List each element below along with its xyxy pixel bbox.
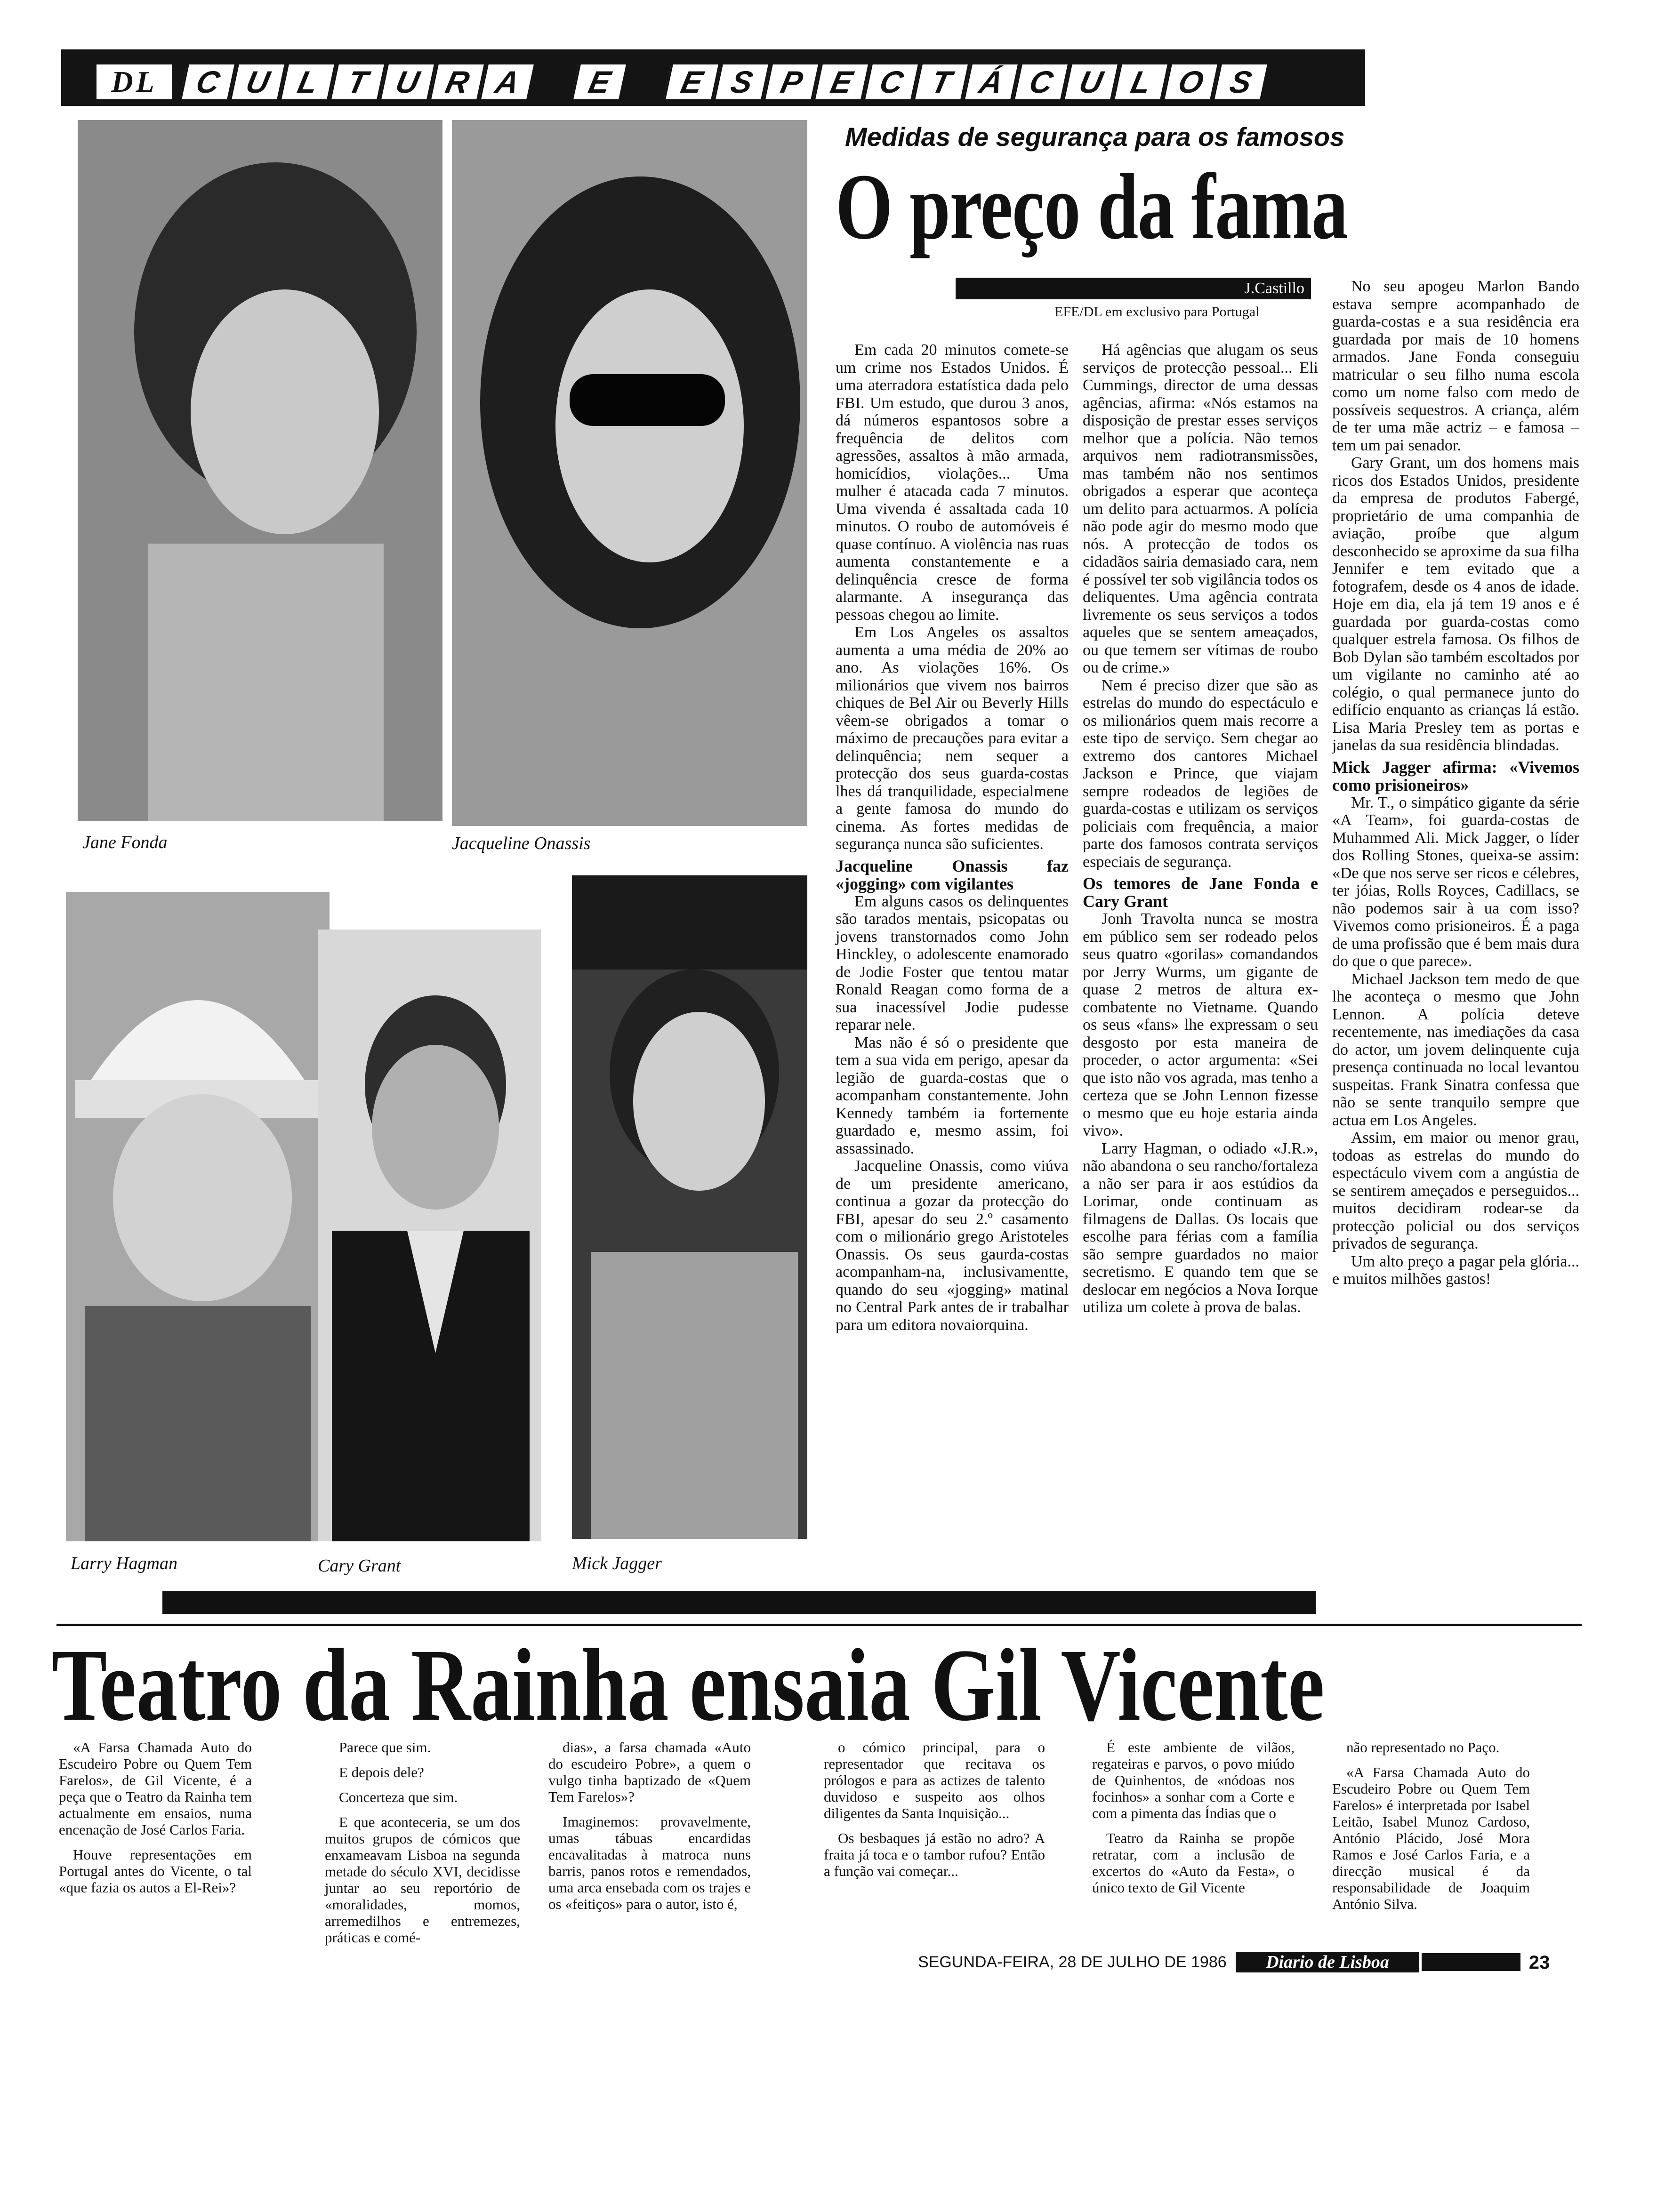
section-letter: O bbox=[1163, 64, 1217, 99]
paragraph: Gary Grant, um dos homens mais ricos dos Estados Unidos, presidente da empresa de produtos Fabergé, proprietário de uma companhia de aviação, proíbe que algum desconhecido se aproxime da sua filha Jennifer e tem evitado que a fotografem, desde os 4 anos de idade. Hoje em dia, ela já tem 19 anos e é guardada por guarda-costas como qualquer estrela famosa. Os filhos de Bob Dylan são também escoltados por um vigilante no caminho até ao colégio, o qual permanece junto do edifício enquanto as crianças lá estão. Lisa Maria Presley tem as portas e janelas da sua residência blindadas. bbox=[1332, 454, 1579, 754]
section-letter: U bbox=[379, 64, 434, 99]
photo-cary-grant bbox=[318, 930, 541, 1541]
subheading: Os temores de Jane Fonda e Cary Grant bbox=[1083, 874, 1318, 911]
section-letter: E bbox=[571, 64, 626, 99]
section-letter: L bbox=[280, 64, 334, 99]
paragraph: Houve representações em Portugal antes do Vicente, o tal «que fazia os autos a El-Rei»? bbox=[59, 1846, 252, 1896]
article2-column-5 bbox=[1092, 1739, 1295, 1896]
section-letter: R bbox=[429, 64, 484, 99]
article-column-1 bbox=[836, 341, 1069, 1334]
article2-headline: Teatro da Rainha ensaia Gil Vicente bbox=[52, 1627, 1325, 1742]
caption-mick-jagger: Mick Jagger bbox=[572, 1554, 662, 1573]
article2-column-3 bbox=[548, 1739, 751, 1912]
footer-page-number: 23 bbox=[1520, 1953, 1558, 1972]
section-letter: T bbox=[330, 64, 384, 99]
section-letter: C bbox=[180, 64, 234, 99]
paragraph: Parece que sim. bbox=[339, 1739, 431, 1755]
caption-larry-hagman: Larry Hagman bbox=[71, 1554, 177, 1573]
section-letter: T bbox=[913, 64, 968, 99]
section-letter: U bbox=[230, 64, 284, 99]
section-letter: C bbox=[1013, 64, 1068, 99]
article-column-2 bbox=[1083, 341, 1318, 1316]
paragraph: Assim, em maior ou menor grau, todoas as estrelas do mundo do espectáculo vivem com a angústia de se sentirem ameçados e perseguidos... muitos decidiram rodear-se da protecção policial ou dos serviços privados de segurança. bbox=[1332, 1129, 1579, 1252]
section-letter: U bbox=[1063, 64, 1118, 99]
paragraph: Há agências que alugam os seus serviços de protecção pessoal... Eli Cummings, director de uma dessas agências, afirma: «Nós estamos na disposição de prestar esses serviços melhor que a polícia. Não temos arquivos nem radiotransmissões, mas também não nos sentimos obrigados a esperar que aconteça um delito para actuarmos. A polícia não pode agir do mesmo modo que nós. A protecção de todos os cidadãos sairia demasiado cara, nem é possível ter sob vigilância todos os deliquentes. Uma agência contrata livremente os seus serviços a todos aqueles que se sentem ameaçados, ou que temem ser vítimas de roubo ou de crime.» bbox=[1083, 341, 1318, 676]
section-banner bbox=[61, 49, 1365, 106]
article-separator-bar bbox=[162, 1591, 1316, 1614]
article-headline: O preço da fama bbox=[836, 155, 1348, 259]
paragraph: Em Los Angeles os assaltos aumenta a uma média de 20% ao ano. As violações 16%. Os milionários que vivem nos bairros chiques de Bel Air ou Beverly Hills vêem-se obrigados a tomar o máximo de precauções para evitar a delinquência; nem sequer a protecção dos seus guarda-costas lhes dá tranquilidade, especialmene a gente famosa do mundo do cinema. As fortes medidas de segurança nunca são suficientes. bbox=[836, 624, 1069, 853]
article-author: J.Castillo bbox=[956, 278, 1311, 299]
subheading: Mick Jagger afirma: «Vivemos como prisioneiros» bbox=[1332, 757, 1579, 794]
photo-larry-hagman bbox=[66, 892, 330, 1541]
section-letter: P bbox=[764, 64, 818, 99]
paragraph: «A Farsa Chamada Auto do Escudeiro Pobre ou Quem Tem Farelos» é interpretada por Isabel Leitão, Isabel Munoz Cardoso, António Plácido, José Mora Ramos e José Carlos Faria, e a direcção musical é da responsabilidade de Joaquim António Silva. bbox=[1332, 1764, 1530, 1912]
paragraph: Mas não é só o presidente que tem a sua vida em perigo, apesar da legião de guarda-costas que o acompanham constantemente. John Kennedy também ia fortemente guardado e, mesmo assim, foi assassinado. bbox=[836, 1034, 1069, 1157]
paragraph: «A Farsa Chamada Auto do Escudeiro Pobre ou Quem Tem Farelos», de Gil Vicente, é a peça que o Teatro da Rainha tem actualmente em ensaios, numa encenação de José Carlos Faria. bbox=[59, 1739, 252, 1838]
article-kicker: Medidas de segurança para os famosos bbox=[845, 122, 1345, 152]
paragraph: Os besbaques já estão no adro? A fraita já toca e o tambor rufou? Então a função vai começar... bbox=[824, 1830, 1045, 1879]
paragraph: Imaginemos: provavelmente, umas tábuas encardidas encavalitadas à matroca nuns barris, panos rotos e remendados, uma arca ensebada com os trajes e os «feitiços» para o autor, isto é, bbox=[548, 1813, 751, 1912]
section-letter: S bbox=[714, 64, 768, 99]
paragraph: não representado no Paço. bbox=[1346, 1739, 1500, 1755]
paragraph: Em cada 20 minutos comete-se um crime nos Estados Unidos. É uma aterradora estatística dada pelo FBI. Um estudo, que durou 3 anos, dá números espantosos sobre a frequência de delitos com agressões, assaltos à mão armada, homicídios, violações... Uma mulher é atacada cada 7 minutos. Uma vivenda é assaltada cada 10 minutos. O roubo de automóveis é quase contínuo. A violência nas ruas aumenta constantemente e a delinquência cresce de forma alarmante. A insegurança das pessoas chegou ao limite. bbox=[836, 341, 1069, 624]
paragraph: Em alguns casos os delinquentes são tarados mentais, psicopatas ou jovens transtornados como John Hinckley, o adolescente enamorado de Jodie Foster que tentou matar Ronald Reagan como forma de a sua inacessível Jodie pudesse reparar nele. bbox=[836, 892, 1069, 1034]
caption-jacqueline-onassis: Jacqueline Onassis bbox=[452, 834, 591, 853]
photo-jane-fonda bbox=[78, 120, 442, 821]
article2-column-1 bbox=[59, 1739, 252, 1896]
dl-logo: DL bbox=[97, 64, 172, 99]
section-letter: Á bbox=[963, 64, 1018, 99]
section-letter: S bbox=[1213, 64, 1267, 99]
subheading: Jacqueline Onassis faz «jogging» com vigilantes bbox=[836, 856, 1069, 893]
paragraph: E que aconteceria, se um dos muitos grupos de cómicos que enxameavam Lisboa na segunda metade do século XVI, decidisse juntar ao seu reportório de «moralidades, momos, arremedilhos e entremezes, práticas e comé- bbox=[325, 1814, 520, 1946]
paragraph: Mr. T., o simpático gigante da série «A Team», foi guarda-costas de Muhammed Ali. Mick Jagger, o líder dos Rolling Stones, queixa-se assim: «De que nos serve ser ricos e célebres, ter jóias, Rolls Royces, Cadillacs, se não podemos sair à ua com isso? Vivemos como prisioneiros. É a paga de uma profissão que é bem mais dura do que o que parece». bbox=[1332, 793, 1579, 970]
article-source: EFE/DL em exclusivo para Portugal bbox=[1054, 304, 1260, 320]
section-letter: E bbox=[813, 64, 868, 99]
section-letter: L bbox=[1113, 64, 1167, 99]
paragraph: Larry Hagman, o odiado «J.R.», não abandona o seu rancho/fortaleza a não ser para ir aos estúdios da Lorimar, onde continuam as filmagens de Dallas. Os locais que escolhe para férias com a família são sempre guardados no maior secretismo. E quando tem que se deslocar em negócios a Nova Iorque utiliza um colete à prova de balas. bbox=[1083, 1139, 1318, 1316]
paragraph: E depois dele? bbox=[339, 1764, 424, 1780]
paragraph: dias», a farsa chamada «Auto do escudeiro Pobre», a quem o vulgo tinha baptizado de «Quem Tem Farelos»? bbox=[548, 1739, 751, 1805]
section-letter: A bbox=[479, 64, 534, 99]
footer-date: SEGUNDA-FEIRA, 28 DE JULHO DE 1986 bbox=[918, 1953, 1227, 1971]
paragraph: Jacqueline Onassis, como viúva de um presidente americano, continua a gozar da protecção do FBI, apesar do seu 2.º casamento com o milionário grego Aristoteles Onassis. Os seus gaurda-costas acompanham-na, inclusivamentte, quando do seu «jogging» matinal no Central Park antes de ir trabalhar para um editora novaiorquina. bbox=[836, 1157, 1069, 1334]
paragraph: Concerteza que sim. bbox=[339, 1789, 458, 1805]
article2-column-6 bbox=[1332, 1739, 1530, 1912]
paragraph: Jonh Travolta nunca se mostra em público sem ser rodeado pelos seus quatro «gorilas» comandandos por Jerry Wurms, um gigante de quase 2 metros de altura ex-combatente no Vietname. Quando os seus «fans» lhe expressam o seu desgosto por esta maneira de proceder, o actor argumenta: «Sei que isto não vos agrada, mas tenho a certeza que se John Lennon fizesse o mesmo que eu hoje estaria ainda vivo». bbox=[1083, 910, 1318, 1139]
article2-column-2 bbox=[325, 1739, 520, 1946]
footer-paper-name: Diario de Lisboa bbox=[1236, 1952, 1419, 1972]
article-column-3 bbox=[1332, 278, 1579, 1288]
paragraph: É este ambiente de vilãos, regateiras e parvos, o povo miúdo de Quinhentos, de «nódoas nos focinhos» a sonhar com a Corte e com a pimenta das Índias que o bbox=[1092, 1739, 1295, 1821]
photo-jacqueline-onassis bbox=[452, 120, 807, 826]
paragraph: Nem é preciso dizer que são as estrelas do mundo do espectáculo e os milionários quem mais recorre a este tipo de serviço. Sem chegar ao extremo dos cantores Michael Jackson e Prince, que viajam sempre rodeados de legiões de guarda-costas e utilizam os serviços policiais com frequência, a maior parte dos famosos contrata serviços especiais de segurança. bbox=[1083, 676, 1318, 871]
paragraph: o cómico principal, para o representador que recitava os prólogos e para as actizes de talento duvidoso e suspeito aos olhos diligentes da Santa Inquisição... bbox=[824, 1739, 1045, 1821]
paragraph: Teatro da Rainha se propõe retratar, com a inclusão de excertos do «Auto da Festa», o único texto de Gil Vicente bbox=[1092, 1830, 1295, 1896]
paragraph: No seu apogeu Marlon Bando estava sempre acompanhado de guarda-costas e a sua residência era guardada por mais de 10 homens armados. Jane Fonda conseguiu matricular o seu filho numa escola como um nome falso com medo de possíveis sequestros. A criança, além de ter uma mãe actriz – e famosa – tem um pai senador. bbox=[1332, 278, 1579, 454]
paragraph: Um alto preço a pagar pela glória... e muitos milhões gastos! bbox=[1332, 1252, 1579, 1288]
caption-jane-fonda: Jane Fonda bbox=[82, 833, 168, 852]
article2-column-4 bbox=[824, 1739, 1045, 1879]
section-letter: C bbox=[863, 64, 918, 99]
section-letter: E bbox=[664, 64, 718, 99]
paragraph: Michael Jackson tem medo de que lhe aconteça o mesmo que John Lennon. A polícia deteve recentemente, nas imediações da casa do actor, um jovem delinquente cuja presença continuada no local levantou suspeitas. Frank Sinatra confessa que não se sente tranquilo sempre que actua em Los Angeles. bbox=[1332, 970, 1579, 1129]
section-title bbox=[184, 64, 1266, 99]
photo-mick-jagger bbox=[572, 875, 807, 1539]
page-border-line bbox=[56, 1624, 1582, 1626]
caption-cary-grant: Cary Grant bbox=[318, 1556, 401, 1576]
